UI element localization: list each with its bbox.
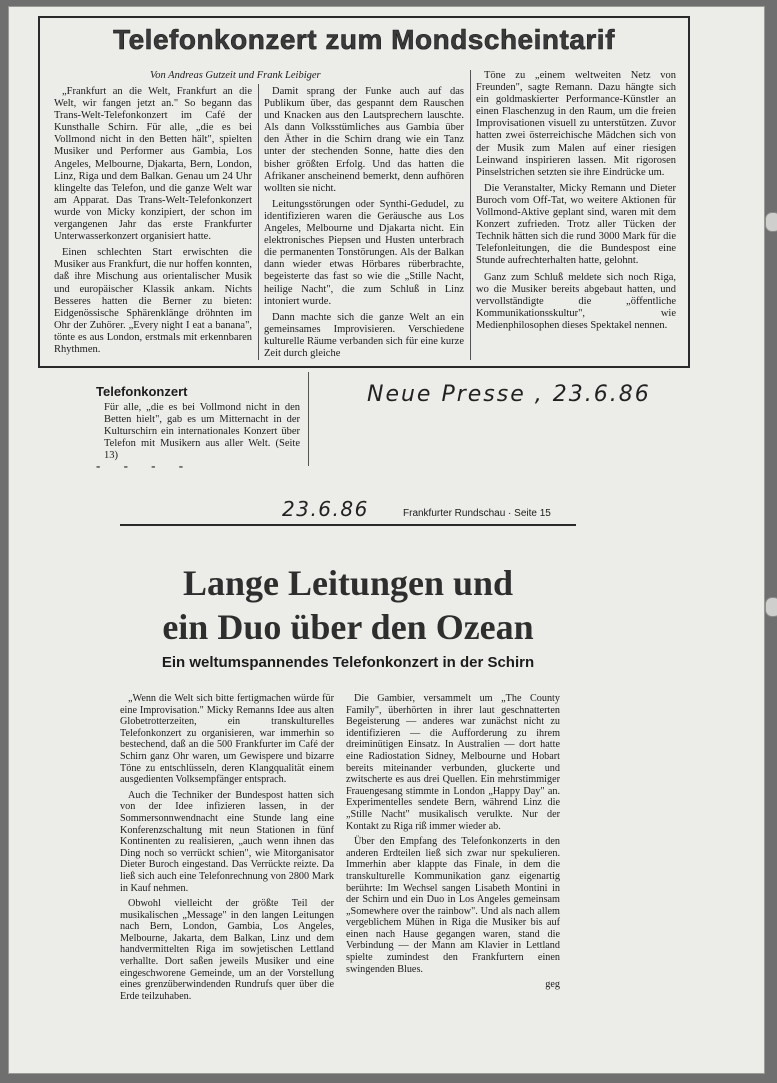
teaser-rule bbox=[308, 372, 309, 466]
paragraph: „Frankfurt an die Welt, Frankfurt an die Welt, wir fangen jetzt an." So begann das Trans-Welt-Telefonkonzert im Café der Kunsthalle Schirn. Für alle, „die es bei Vollmond nicht in den Betten hält", spielten Musiker und Performer aus Gambia, Los Angeles, Melbourne, Djakarta, Bern, London, Linz, Riga und dem Balkan. Genau um 24 Uhr klingelte das Telefon, und die ganze Welt war am Apparat. Das Trans-Welt-Telefonkonzert wurde von Micky konzipiert, der schon im vergangenen Jahr das erste Frankfurter Unterwasserkonzert organisiert hatte. bbox=[54, 86, 252, 243]
author-signature: geg bbox=[545, 979, 560, 991]
teaser-text: Für alle, „die es bei Vollmond nicht in den Betten hielt", gab es um Mitternacht in der Kulturschirn ein internationales Konzert über Telefon mit Musikern aus aller Welt. (Seite 13) bbox=[104, 402, 300, 461]
article1-byline: Von Andreas Gutzeit und Frank Leibiger bbox=[150, 70, 321, 81]
paragraph: Obwohl vielleicht der größte Teil der musikalischen „Message" in den langen Leitungen nach Bern, London, Gambia, Los Angeles, Melbourne, Jakarta, dem Balkan, Linz und dem handvermittelten Riga im sowjetischen Lettland verhallte. Dort saßen jeweils Musiker und eine eingeschworene Gemeinde, um an der Vorstellung eines grenzüberwindenden Rundrufs quer über die Erde teilzuhaben. bbox=[120, 898, 334, 1002]
teaser-dots: - - - - bbox=[96, 458, 194, 473]
paragraph: „Wenn die Welt sich bitte fertigmachen würde für eine Improvisation." Micky Remanns Idee aus alten Globetrotterzeiten, ein transkulturelles Telefonkonzert zu organisieren, war immerhin so bestechend, daß an die 500 Frankfurter im Café der Schirn ganz Ohr waren, um Gewispere und bizarre Töne zu entschlüsseln, deren Klangqualität einem ausgedienten Volksempfänger entsprach. bbox=[120, 693, 334, 786]
article1-column-2 bbox=[264, 86, 464, 364]
article-box-neue-presse bbox=[38, 16, 690, 368]
article2-column-1 bbox=[120, 693, 334, 1006]
punch-hole bbox=[765, 597, 777, 617]
article1-title: Telefonkonzert zum Mondscheintarif bbox=[113, 24, 615, 55]
paragraph: Die Veranstalter, Micky Remann und Dieter Buroch vom Off-Tat, wo weitere Aktionen für Vollmond-Aktive geplant sind, waren mit dem Konzert zufrieden. Trotz aller Tücken der Technik hätten sich die rund 3000 Mark für die Telefonleitungen, die die Bundespost eine Stunde aufrechterhalten hatte, gelohnt. bbox=[476, 182, 676, 267]
paragraph: Leitungsstörungen oder Synthi-Gedudel, zu identifizieren waren die Geräusche aus Los Angeles, Melbourne und Djakarta nicht. Ein elektronisches Piepsen und Husten unterbrach die permanenten Tonstörungen. Als der Balkan dann wieder etwas Hörbares rüberbrachte, begeisterte das fast so wie die „Stille Nacht, heilige Nacht", die zum Schluß in Linz intoniert wurde. bbox=[264, 198, 464, 307]
paragraph: Dann machte sich die ganze Welt an ein gemeinsames Improvisieren. Verschiedene kulturelle Räume verbanden sich für eine kurze Zeit durch gleiche bbox=[264, 311, 464, 359]
handwritten-source-note: Neue Presse , 23.6.86 bbox=[367, 382, 651, 407]
article1-column-3 bbox=[476, 70, 676, 336]
header-rule bbox=[120, 524, 576, 526]
paragraph: Damit sprang der Funke auch auf das Publikum über, das gespannt dem Rauschen und Knacken aus den Lautsprechern lauschte. Als dann Volksstümliches aus Gambia über den Äther in die Schirn drang wie ein Tanz unter der stechenden Sonne, hatte dies den bisher größten Erfolg. Und das hatten die Afrikaner anscheinend bemerkt, denn aufhören wollten sie nicht. bbox=[264, 86, 464, 194]
article2-headline-line-2: ein Duo über den Ozean bbox=[162, 607, 534, 647]
paragraph: Über den Empfang des Telefonkonzerts in den anderen Erdteilen ließ sich zwar nur spekulieren. Immerhin aber klappte das Finale, in dem die transkulturelle Kommunikation ganz eigenartig berührte: Im Wechsel sangen Lisabeth Montini in der Schirn und ein Duo in Los Angeles gemeinsam „Somewhere over the rainbow". Und als nach allem vergeblichem Mühen in Riga die Musiker bis auf einen nach Hause gegangen waren, stand die Verbindung — der Mann am Klavier in Lettland spielte zumindest den Frankfurtern einen swingenden Blues. bbox=[346, 836, 560, 975]
column-rule bbox=[258, 84, 259, 360]
article2-source-line: Frankfurter Rundschau · Seite 15 bbox=[403, 508, 551, 519]
teaser-title: Telefonkonzert bbox=[96, 384, 188, 399]
paragraph: Töne zu „einem weltweiten Netz von Freunden", sagte Remann. Dazu hängte sich ein goldmaskierter Performance-Künstler an einen Flaschenzug in den Raum, um die freien Improvisationen visuell zu unterstützen. Zuvor hatten zwei österreichische Mädchen sich von der Musik zum Malen auf einer riesigen Leinwand inspirieren lassen. Mit rigorosen Pinselstrichen setzten sie ihre Eindrücke um. bbox=[476, 70, 676, 178]
handwritten-date-note: 23.6.86 bbox=[282, 497, 369, 521]
article2-headline-line-1: Lange Leitungen und bbox=[182, 563, 514, 603]
paragraph: Ganz zum Schluß meldete sich noch Riga, wo die Musiker bereits abgebaut hatten, und vervollständigte die „öffentliche Kommunikationsskultur", wie Medienphilosophen dieses Spektakel nennen. bbox=[476, 271, 676, 331]
paragraph: Auch die Techniker der Bundespost hatten sich von der Idee infizieren lassen, in der Sommersonnwendnacht eine Stunde lang eine Konferenzschaltung mit neun Stationen in fünf Kontinenten zu realisieren, „auch wenn ihnen das Ding noch so verrückt schien", wie Mitorganisator Dieter Buroch eingestand. Das Verrückte reizte. Da ließ sich auch eine Telefonrechnung von 2800 Mark in Kauf nehmen. bbox=[120, 789, 334, 894]
punch-hole bbox=[765, 212, 777, 232]
paragraph: Einen schlechten Start erwischten die Musiker aus Frankfurt, die nur hoffen konnten, daß ihre Mischung aus orientalischer Musik und europäischer Klassik ankam. Nichts Besseres hatten die Berner zu bieten: Eidgenössische Sphärenklänge dröhnten im Ohr der Zuhörer. „Every night I eat a banana", tönte es aus London, erstmals mit erkennbaren Rhythmen. bbox=[54, 247, 252, 355]
article1-column-1 bbox=[54, 86, 252, 360]
column-rule bbox=[470, 70, 471, 360]
article2-column-2 bbox=[346, 693, 560, 991]
paragraph: Die Gambier, versammelt um „The County Family", überhörten in ihrer laut geschnatterten Begeisterung — anderes war zunächst nicht zu identifizieren — die Aufforderung zu ihrem dreiminütigen Einsatz. In Australien — dort hatte eine Radiostation Sidney, Melbourne und Hobart bereits miteinander verbunden, gluckerte und zwitscherte es aus drei Quellen. Ein mehrstimmiger Frauengesang stimmte in London „Happy Day" an. Experimentelles sendete Bern, während Linz die „Stille Nacht" musikalisch verulkte. Nur der Kontakt zu Riga riß immer wieder ab. bbox=[346, 693, 560, 832]
article2-subheadline: Ein weltumspannendes Telefonkonzert in der Schirn bbox=[161, 654, 535, 671]
